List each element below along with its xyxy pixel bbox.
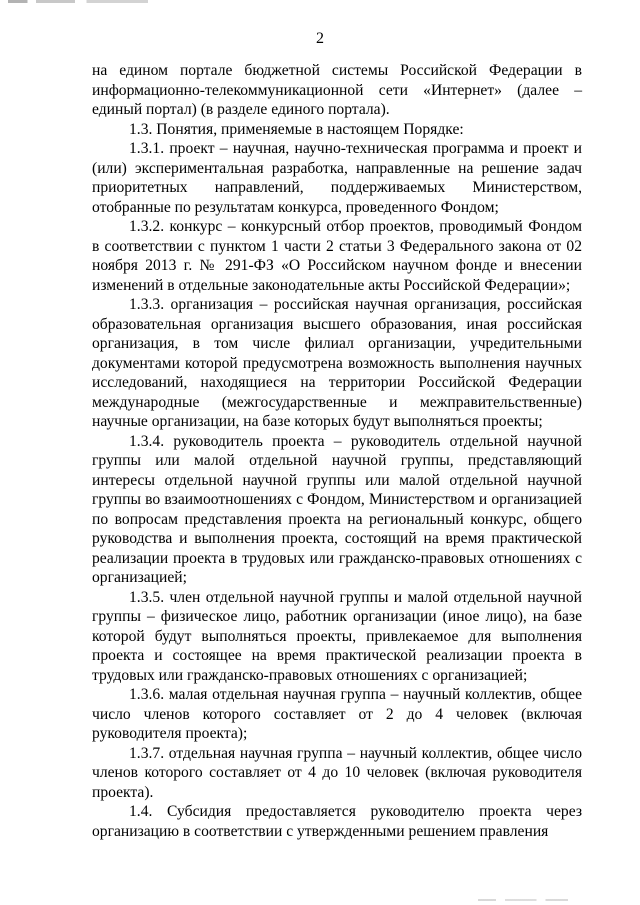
scan-artifact-top xyxy=(8,0,148,3)
paragraph-portal-continuation: на едином портале бюджетной системы Российской Федерации в информационно-телекоммуникационной сети «Интернет» (далее – единый портал) (в разделе единого портала). xyxy=(92,62,582,118)
paragraph-1-3: 1.3. Понятия, применяемые в настоящем Порядке: xyxy=(129,120,464,138)
paragraph-1-3-2: 1.3.2. конкурс – конкурсный отбор проектов, проводимый Фондом в соответствии с пунктом 1 части 2 статьи 3 Федерального закона от 02 ноября 2013 г. № 291-ФЗ «О Российском научном фонде и внесении изменений в отдельные законодательные акты Российской Федерации»; xyxy=(92,218,582,294)
paragraph-1-3-7: 1.3.7. отдельная научная группа – научный коллектив, общее число членов которого составляет от 4 до 10 человек (включая руководителя проекта). xyxy=(92,744,582,801)
paragraph-1-3-4: 1.3.4. руководитель проекта – руководитель отдельной научной группы или малой отдельной научной группы, представляющий интересы отдельной научной группы или малой отдельной научной группы во взаимоотношениях с Фондом, Министерством и организацией по вопросам представления проекта на региональный конкурс, общего руководства и выполнения проекта, состоящий на время практической реализации проекта в трудовых или гражданско-правовых отношениях с организацией; xyxy=(92,432,582,586)
scan-artifact-bottom xyxy=(478,899,568,901)
paragraph-1-3-1: 1.3.1. проект – научная, научно-техническая программа и проект и (или) экспериментальная разработка, направленные на решение задач приоритетных направлений, поддерживаемых Министерством, отобранные по результатам конкурса, проведенного Фондом; xyxy=(92,140,582,216)
paragraph-1-3-3: 1.3.3. организация – российская научная организация, российская образовательная организация высшего образования, иная российская организация, в том числе филиал организации, учредительными документами которой предусмотрена возможность выполнения научных исследований, находящиеся на территории Российской Федерации международные (межгосударственные и межправительственные) научные организации, на базе которых будут выполняться проекты; xyxy=(92,296,582,430)
document-body xyxy=(92,61,582,841)
paragraph-1-3-6: 1.3.6. малая отдельная научная группа – научный коллектив, общее число членов которого составляет от 2 до 4 человек (включая руководителя проекта); xyxy=(92,686,582,742)
paragraph-1-3-5: 1.3.5. член отдельной научной группы и малой отдельной научной группы – физическое лицо, работник организации (иное лицо), на базе которой будут выполняться проекты, привлекаемое для выполнения проекта и состоящее на время практической реализации проекта в трудовых или гражданско-правовых отношениях с организацией; xyxy=(92,588,582,684)
paragraph-1-4: 1.4. Субсидия предоставляется руководителю проекта через организацию в соответствии с утвержденными решением правления xyxy=(92,803,582,840)
page-number: 2 xyxy=(316,30,324,47)
